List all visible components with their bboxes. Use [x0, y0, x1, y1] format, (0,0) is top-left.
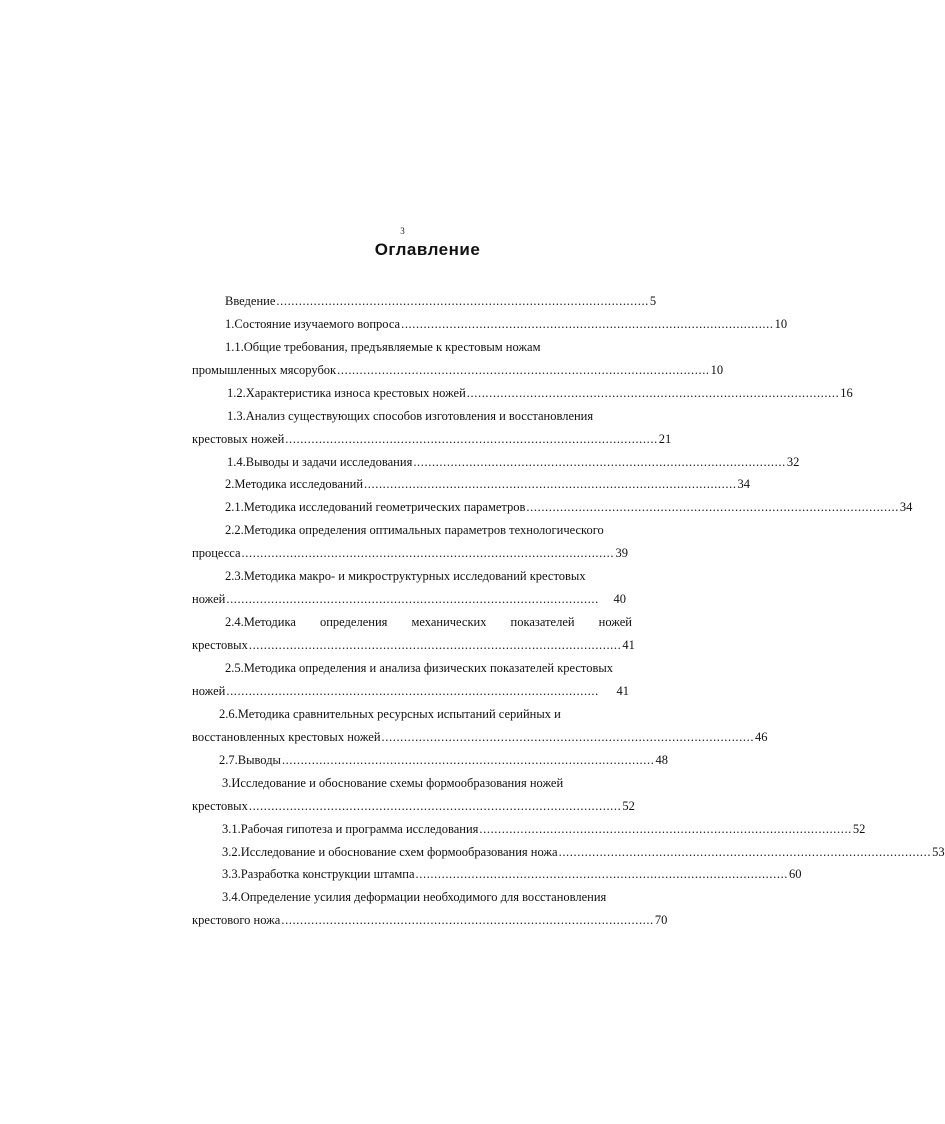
toc-entry-text: ножей	[192, 592, 226, 606]
toc-entry-word: 2.4.Методика	[225, 615, 296, 629]
toc-entry-3-4-cont[interactable]	[192, 912, 668, 928]
toc-entry-3-3[interactable]	[222, 866, 802, 882]
toc-entry-page: 10	[774, 317, 788, 331]
toc-leader-dots: ....................................................................................................	[364, 477, 737, 491]
toc-entry-word: механических	[411, 615, 487, 629]
page-number: 3	[400, 226, 405, 236]
toc-entry-1[interactable]	[225, 316, 788, 332]
toc-entry-page: 60	[789, 867, 802, 881]
toc-entry-text: восстановленных крестовых ножей	[192, 730, 381, 744]
toc-entry-text: 1.1.Общие требования, предъявляемые к крестовым ножам	[225, 340, 541, 354]
toc-entry-page: 16	[840, 386, 853, 400]
toc-entry-text: Введение	[225, 294, 276, 308]
toc-entry-2-5-cont[interactable]	[192, 683, 629, 699]
toc-entry-text: 1.2.Характеристика износа крестовых ножей	[227, 386, 466, 400]
toc-entry-text: 2.1.Методика исследований геометрических параметров	[225, 500, 526, 514]
toc-entry-page: 52	[622, 799, 635, 813]
toc-leader-dots: ....................................................................................................	[479, 822, 852, 836]
toc-entry-2-7[interactable]	[219, 752, 668, 768]
toc-entry-page: 53	[932, 845, 945, 859]
toc-leader-dots: ....................................................................................................	[276, 294, 649, 308]
toc-entry-text: 2.5.Методика определения и анализа физических показателей крестовых	[225, 661, 614, 675]
toc-entry-page: 52	[852, 822, 866, 836]
toc-leader-dots: ....................................................................................................	[241, 546, 615, 560]
toc-entry-1-1[interactable]	[225, 339, 635, 355]
toc-entry-page: 48	[655, 753, 668, 767]
toc-entry-page: 70	[654, 913, 668, 927]
toc-entry-2-2-cont[interactable]	[192, 545, 628, 561]
toc-leader-dots: ....................................................................................................	[285, 432, 658, 446]
toc-entry-2-1[interactable]	[225, 499, 913, 515]
toc-entry-2-2[interactable]	[225, 522, 635, 538]
toc-entry-1-3-cont[interactable]	[192, 431, 672, 447]
toc-leader-dots: ....................................................................................................	[281, 913, 654, 927]
toc-entry-text: крестовых ножей	[192, 432, 285, 446]
toc-entry-2-4[interactable]	[225, 614, 632, 630]
toc-entry-3-1[interactable]	[222, 821, 866, 837]
toc-leader-dots: ....................................................................................................	[226, 592, 599, 606]
toc-entry-2-5[interactable]	[225, 660, 635, 676]
toc-entry-text: 3.1.Рабочая гипотеза и программа исследования	[222, 822, 479, 836]
toc-entry-2-6[interactable]	[219, 706, 629, 722]
toc-entry-page: 21	[658, 432, 672, 446]
toc-entry-1-4[interactable]	[227, 454, 800, 470]
toc-entry-word: показателей	[510, 615, 575, 629]
toc-leader-dots: ....................................................................................................	[248, 799, 622, 813]
toc-leader-dots: ....................................................................................................	[337, 363, 710, 377]
toc-entry-page: 39	[615, 546, 628, 560]
toc-entry-text: 2.7.Выводы	[219, 753, 281, 767]
toc-entry-word: ножей	[598, 615, 632, 629]
toc-entry-page: 46	[755, 730, 768, 744]
toc-entry-text: 3.2.Исследование и обоснование схем формообразования ножа	[222, 845, 558, 859]
toc-entry-text: 2.2.Методика определения оптимальных параметров технологического	[225, 523, 604, 537]
toc-leader-dots: ....................................................................................................	[415, 867, 789, 881]
toc-entry-text: 3.Исследование и обоснование схемы формообразования ножей	[222, 776, 564, 790]
toc-entry-page: 41	[622, 638, 635, 652]
toc-entry-page: 32	[786, 455, 800, 469]
toc-entry-1-2[interactable]	[227, 385, 853, 401]
toc-entry-text: 1.4.Выводы и задачи исследования	[227, 455, 413, 469]
toc-entry-page: 5	[649, 294, 657, 308]
toc-entry-1-1-cont[interactable]	[192, 362, 724, 378]
toc-entry-page: 41	[616, 684, 629, 698]
toc-leader-dots: ....................................................................................................	[381, 730, 755, 744]
toc-entry-text: 3.3.Разработка конструкции штампа	[222, 867, 415, 881]
toc-leader-dots: ....................................................................................................	[248, 638, 622, 652]
toc-entry-page: 40	[613, 592, 626, 606]
toc-entry-text: 2.Методика исследований	[225, 477, 364, 491]
toc-entry-text: процесса	[192, 546, 241, 560]
toc-leader-dots: ....................................................................................................	[226, 684, 599, 698]
page-title: Оглавление	[374, 240, 481, 259]
toc-leader-dots: ....................................................................................................	[401, 317, 774, 331]
toc-entry-page: 10	[710, 363, 724, 377]
toc-entry-3[interactable]	[222, 775, 632, 791]
toc-entry-3-4[interactable]	[222, 889, 634, 905]
toc-entry-2-3[interactable]	[225, 568, 635, 584]
toc-leader-dots: ....................................................................................................	[413, 455, 786, 469]
toc-entry-2-4-cont[interactable]	[192, 637, 635, 653]
toc-entry-2-6-cont[interactable]	[192, 729, 768, 745]
toc-entry-text: крестовых	[192, 799, 248, 813]
toc-entry-text: промышленных мясорубок	[192, 363, 337, 377]
toc-entry-introduction[interactable]	[225, 293, 657, 309]
toc-entry-text: 1.Состояние изучаемого вопроса	[225, 317, 401, 331]
toc-entry-3-2[interactable]	[222, 844, 945, 860]
toc-entry-word: определения	[319, 615, 388, 629]
toc-entry-3-cont[interactable]	[192, 798, 635, 814]
toc-entry-2[interactable]	[225, 476, 751, 492]
toc-leader-dots: ....................................................................................................	[558, 845, 932, 859]
toc-entry-text: крестового ножа	[192, 913, 281, 927]
toc-entry-text: 2.6.Методика сравнительных ресурсных испытаний серийных и	[219, 707, 561, 721]
toc-leader-dots: ....................................................................................................	[281, 753, 655, 767]
toc-entry-text: 1.3.Анализ существующих способов изготовления и восстановления	[227, 409, 594, 423]
toc-entry-page: 34	[737, 477, 751, 491]
toc-entry-text: ножей	[192, 684, 226, 698]
toc-entry-text: крестовых	[192, 638, 248, 652]
toc-leader-dots: ....................................................................................................	[466, 386, 840, 400]
toc-entry-text: 3.4.Определение усилия деформации необходимого для восстановления	[222, 890, 607, 904]
toc-entry-text: 2.3.Методика макро- и микроструктурных исследований крестовых	[225, 569, 586, 583]
toc-leader-dots: ....................................................................................................	[526, 500, 899, 514]
toc-entry-1-3[interactable]	[227, 408, 637, 424]
toc-entry-page: 34	[899, 500, 913, 514]
toc-entry-2-3-cont[interactable]	[192, 591, 626, 607]
